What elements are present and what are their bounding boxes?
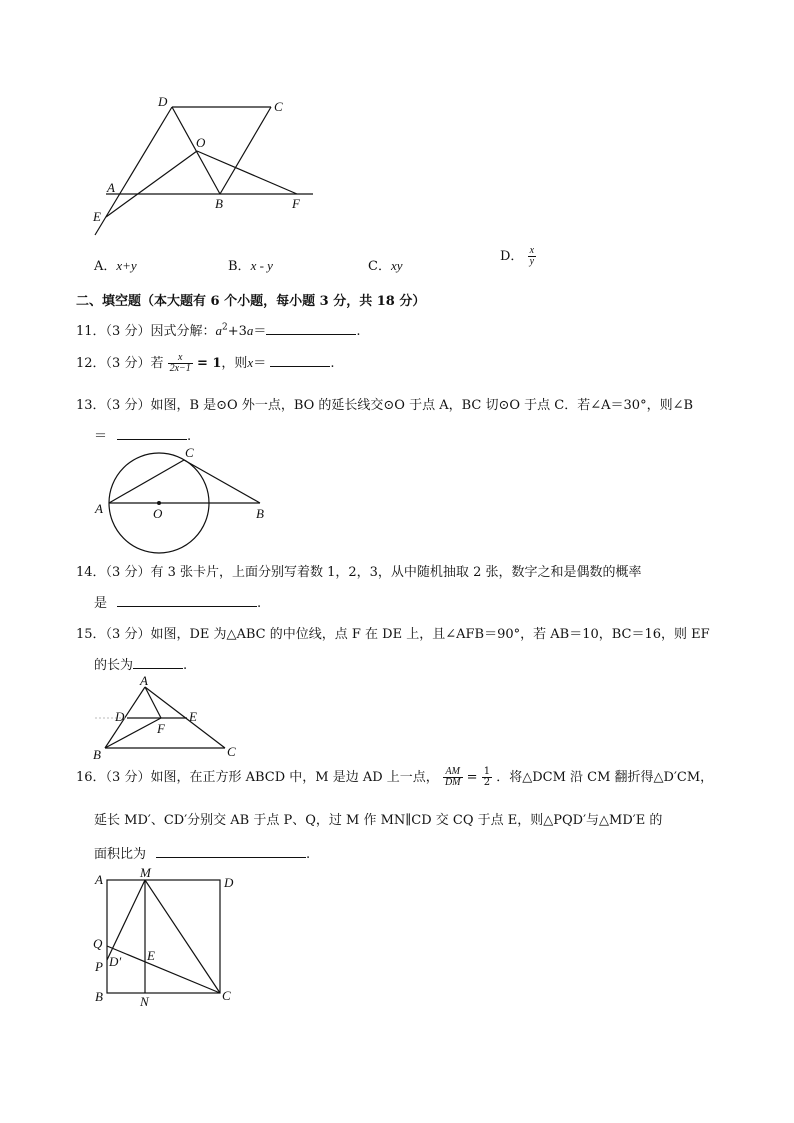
fig10-label-D: D bbox=[158, 94, 168, 109]
question-12: 12．（3 分）若 $\frac{x}{2x-1}$ = 1，则x＝ . bbox=[76, 352, 335, 374]
fig16-label-P: P bbox=[95, 959, 103, 974]
option-d: D． $\frac{x}{y}$ bbox=[500, 245, 535, 267]
fig15-label-F: F bbox=[157, 721, 165, 736]
fig16-label-Dprime: D′ bbox=[109, 954, 122, 969]
question-13: 13．（3 分）如图，B 是⊙O 外一点，BO 的延长线交⊙O 于点 A，BC 切⊙O 于点 C．若∠A＝30°，则∠B bbox=[76, 398, 694, 413]
fig10-label-F: F bbox=[292, 196, 300, 211]
fig16-label-M: M bbox=[140, 865, 151, 880]
fig10-label-O: O bbox=[196, 135, 206, 150]
fig10-label-E: E bbox=[93, 209, 101, 224]
question-16-line3: 面积比为 . bbox=[94, 847, 311, 862]
fig13-label-A: A bbox=[95, 501, 103, 516]
question-15: 15．（3 分）如图，DE 为△ABC 的中位线，点 F 在 DE 上，且∠AFB＝90°，若 AB＝10，BC＝16，则 EF bbox=[76, 627, 710, 642]
question-15-line2: 的长为 . bbox=[94, 658, 188, 673]
fig16-label-E: E bbox=[147, 948, 155, 963]
question-14-line2: 是 . bbox=[94, 596, 262, 611]
question-13-line2: ＝ . bbox=[94, 429, 192, 444]
fig16-label-D: D bbox=[224, 875, 234, 890]
fig13-label-C: C bbox=[185, 445, 194, 460]
fig15-label-C: C bbox=[227, 744, 236, 759]
fig15-label-D: D bbox=[115, 709, 125, 724]
section-heading: 二、填空题（本大题有 6 个小题，每小题 3 分，共 18 分） bbox=[76, 294, 426, 309]
fig16-label-A: A bbox=[95, 872, 103, 887]
fig15-label-B: B bbox=[93, 747, 101, 762]
fig13-label-O: O bbox=[153, 506, 163, 521]
question-11: 11．（3 分）因式分解：$a^2+3a=$ . bbox=[76, 322, 361, 339]
fig15-label-E: E bbox=[189, 709, 197, 724]
fig10-label-A: A bbox=[107, 180, 115, 195]
fig16-label-Q: Q bbox=[93, 936, 103, 951]
question-14: 14．（3 分）有 3 张卡片，上面分别写着数 1，2，3，从中随机抽取 2 张，数字之和是偶数的概率 bbox=[76, 565, 642, 580]
fig13-label-B: B bbox=[256, 506, 264, 521]
fig16-label-B: B bbox=[95, 989, 103, 1004]
option-c: C．xy bbox=[368, 258, 403, 274]
fig16-label-N: N bbox=[140, 994, 149, 1009]
fig15-label-A: A bbox=[140, 673, 148, 688]
fig10-label-B: B bbox=[215, 196, 223, 211]
option-b: B．x - y bbox=[228, 258, 273, 274]
question-16-line2: 延长 MD′、CD′分别交 AB 于点 P、Q，过 M 作 MN∥CD 交 CQ 于点 E，则△PQD′与△MD′E 的 bbox=[94, 813, 663, 828]
fig16-label-C: C bbox=[222, 988, 231, 1003]
fig10-label-C: C bbox=[274, 99, 283, 114]
question-16: 16．（3 分）如图，在正方形 ABCD 中，M 是边 AD 上一点， $\frac{AM}{DM}$ = $\frac{1}{2}$ ．将△DCM 沿 CM 翻折得△D′CM， bbox=[76, 766, 714, 788]
option-a: A．x+y bbox=[94, 258, 137, 274]
